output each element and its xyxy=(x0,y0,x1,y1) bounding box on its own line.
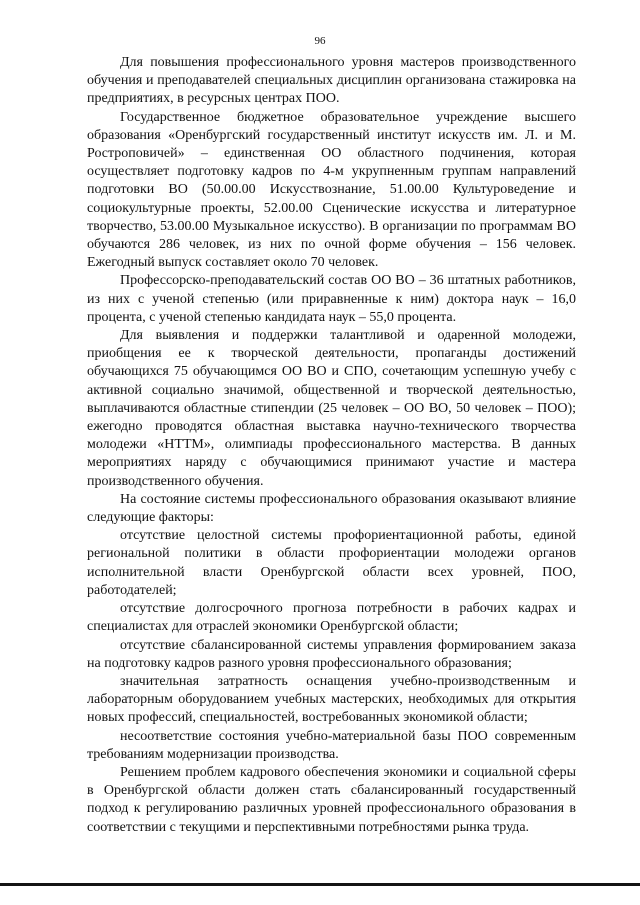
paragraph-factor-forecast: отсутствие долгосрочного прогноза потребности в рабочих кадрах и специалистах для отраслей экономики Оренбургской области; xyxy=(87,601,576,635)
paragraph-factor-career-guidance: отсутствие целостной системы профориентационной работы, единой региональной политики в области профориентации молодежи органов исполнительной власти Оренбургской области всех уровней, ПОО, работодателей; xyxy=(87,528,576,598)
paragraph-institute-overview: Государственное бюджетное образовательное учреждение высшего образования «Оренбургский государственный институт искусств им. Л. и М. Ростроповичей» – единственная ОО областного подчинения, которая осуществляет подготовку кадров по 4-м укрупненным группам направлений подготовки ВО (50.00.00 Искусствознание, 51.00.00 Культуроведение и социокультурные проекты, 52.00.00 Сценические искусства и литературное творчество, 53.00.00 Музыкальное искусство). В организации по программам ВО обучаются 286 человек, из них по очной форме обучения – 156 человек. Ежегодный выпуск составляет около 70 человек. xyxy=(87,109,576,271)
paragraph-conclusion: Решением проблем кадрового обеспечения экономики и социальной сферы в Оренбургской области должен стать сбалансированный государственный подход к регулированию различных уровней профессионального образования в соответствии с текущими и перспективными потребностями рынка труда. xyxy=(87,764,576,835)
paragraph-factor-management: отсутствие сбалансированной системы управления формированием заказа на подготовку кадров разного уровня профессионального образования; xyxy=(87,637,576,671)
paragraph-factors-intro: На состояние системы профессионального образования оказывают влияние следующие факторы: xyxy=(87,491,576,526)
paragraph-factor-equipment-cost: значительная затратность оснащения учебно-производственным и лабораторным оборудованием учебных мастерских, необходимых для открытия новых профессий, специальностей, востребованных экономикой области; xyxy=(87,673,576,726)
paragraph-youth-support: Для выявления и поддержки талантливой и одаренной молодежи, приобщения ее к творческой деятельности, пропаганды достижений обучающихся 75 обучающимся ОО ВО и СПО, сочетающим успешную учебу с активной социально значимой, общественной и творческой деятельностью, выплачиваются областные стипендии (25 человек – ОО ВО, 50 человек – ПОО); ежегодно проводятся областная выставка научно-технического творчества молодежи «НТТМ», олимпиады профессионального мастерства. В данных мероприятиях наряду с обучающимися принимают участие и мастера производственного обучения. xyxy=(87,328,576,489)
page-number: 96 xyxy=(314,35,326,47)
document-body xyxy=(87,54,576,837)
paragraph-staff-training: Для повышения профессионального уровня мастеров производственного обучения и преподавателей специальных дисциплин организована стажировка на предприятиях, в ресурсных центрах ПОО. xyxy=(87,55,576,107)
page-bottom-rule xyxy=(0,883,640,886)
paragraph-teaching-staff: Профессорско-преподавательский состав ОО ВО – 36 штатных работников, из них с ученой степенью (или приравненные к ним) доктора наук – 16,0 процента, с ученой степенью кандидата наук – 55,0 процента. xyxy=(87,273,576,325)
paragraph-factor-material-base: несоответствие состояния учебно-материальной базы ПОО современным требованиям модернизации производства. xyxy=(87,728,576,762)
